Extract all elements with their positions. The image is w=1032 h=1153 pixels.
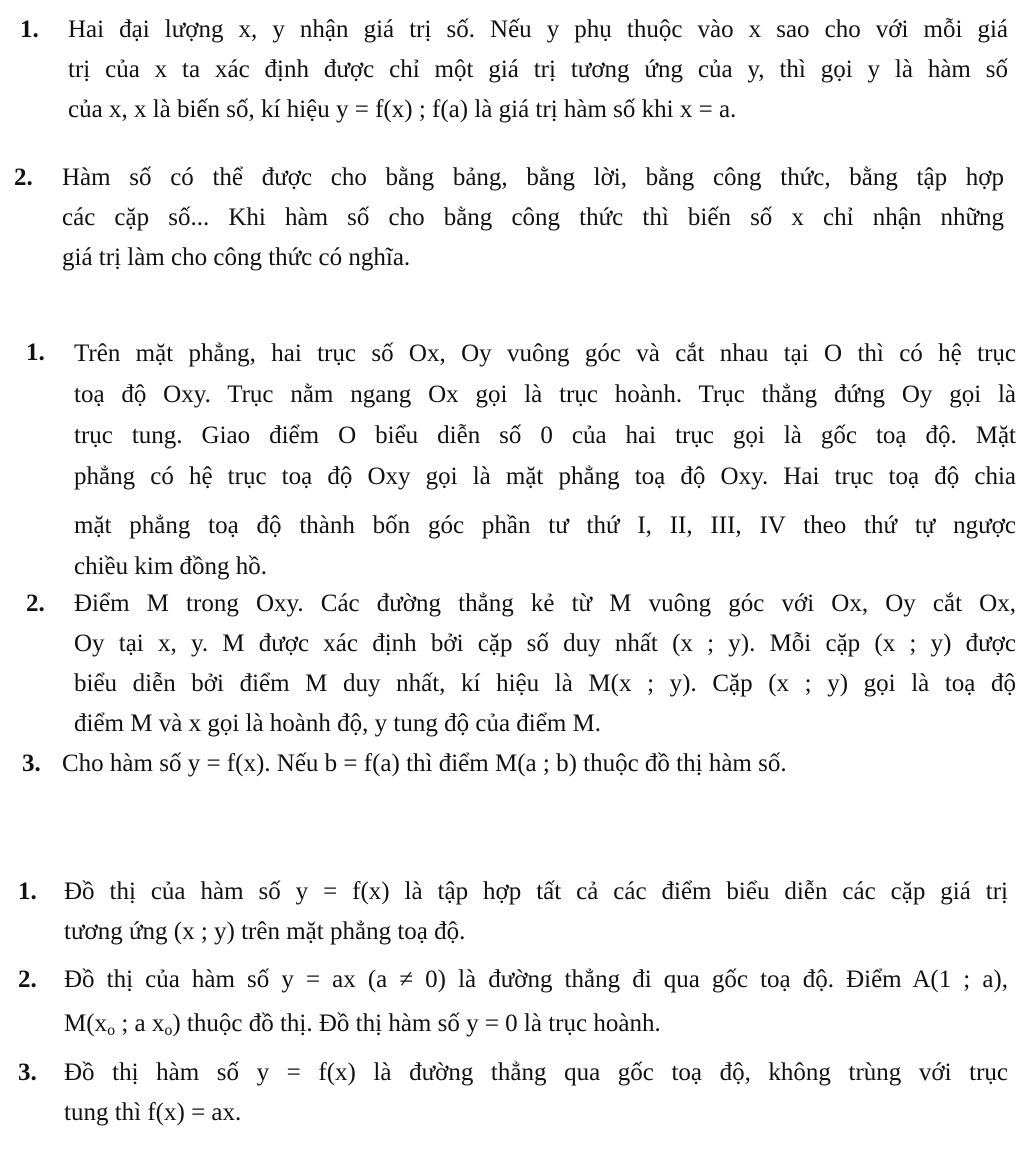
text-line: điểm M và x gọi là hoành độ, y tung độ của điểm M.	[74, 710, 602, 737]
text-line: mặt phẳng toạ độ thành bốn góc phần tư thứ I, II, III, IV theo thứ tự ngược	[74, 512, 1016, 539]
text-line: Điểm M trong Oxy. Các đường thẳng kẻ từ M vuông góc với Ox, Oy cắt Ox,	[74, 590, 1016, 617]
text-line: của x, x là biến số, kí hiệu y = f(x) ; f(a) là giá trị hàm số khi x = a.	[68, 96, 737, 123]
subscript: o	[107, 1022, 116, 1039]
text-line: biểu diễn bởi điểm M duy nhất, kí hiệu là M(x ; y). Cặp (x ; y) gọi là toạ độ	[74, 670, 1016, 697]
paragraph-linear-graph	[64, 960, 1008, 1044]
text-line: trục tung. Giao điểm O biểu diễn số 0 của hai trục gọi là gốc toạ độ. Mặt	[74, 422, 1016, 449]
text-line: tung thì f(x) = ax.	[64, 1099, 242, 1126]
item-number: 3.	[18, 1059, 37, 1086]
paragraph-point-on-graph	[62, 744, 1004, 784]
text-line: Cho hàm số y = f(x). Nếu b = f(a) thì điểm M(a ; b) thuộc đồ thị hàm số.	[62, 750, 787, 777]
item-number: 1.	[26, 339, 45, 366]
item-number: 3.	[22, 750, 41, 777]
text-line: phẳng có hệ trục toạ độ Oxy gọi là mặt phẳng toạ độ Oxy. Hai trục toạ độ chia	[74, 463, 1016, 490]
text-fragment: M(x	[64, 1010, 108, 1037]
text-line: toạ độ Oxy. Trục nằm ngang Ox gọi là trục hoành. Trục thẳng đứng Oy gọi là	[74, 381, 1016, 408]
text-line: Trên mặt phẳng, hai trục số Ox, Oy vuông góc và cắt nhau tại O thì có hệ trục	[74, 340, 1016, 367]
text-line-with-subscripts	[64, 1004, 1008, 1044]
item-number: 1.	[18, 878, 37, 905]
subscript: o	[164, 1022, 173, 1039]
item-number: 2.	[26, 590, 45, 617]
text-line: Đồ thị của hàm số y = f(x) là tập hợp tất cả các điểm biểu diễn các cặp giá trị	[64, 878, 1008, 905]
item-number: 2.	[18, 966, 37, 993]
paragraph-point-coordinates	[74, 584, 1016, 744]
paragraph-graph-definition	[64, 872, 1008, 952]
paragraph-graph-through-origin	[64, 1053, 1008, 1133]
text-line: chiều kim đồng hồ.	[74, 553, 268, 580]
text-line: Đồ thị hàm số y = f(x) là đường thẳng qua gốc toạ độ, không trùng với trục	[64, 1059, 1008, 1086]
text-line: Đồ thị của hàm số y = ax (a ≠ 0) là đường thẳng đi qua gốc toạ độ. Điểm A(1 ; a),	[64, 966, 1008, 993]
text-line: Oy tại x, y. M được xác định bởi cặp số duy nhất (x ; y). Mỗi cặp (x ; y) được	[74, 630, 1016, 657]
text-line: Hai đại lượng x, y nhận giá trị số. Nếu y phụ thuộc vào x sao cho với mỗi giá	[68, 16, 1008, 43]
text-line: Hàm số có thể được cho bằng bảng, bằng lời, bằng công thức, bằng tập hợp	[62, 164, 1004, 191]
spacer	[74, 497, 1016, 505]
item-number: 2.	[14, 164, 33, 191]
text-fragment: ) thuộc đồ thị. Đồ thị hàm số y = 0 là trục hoành.	[172, 1010, 661, 1037]
text-line: trị của x ta xác định được chỉ một giá trị tương ứng của y, thì gọi y là hàm số	[68, 56, 1008, 83]
text-fragment: ; a x	[115, 1010, 165, 1037]
item-number: 1.	[20, 16, 39, 43]
paragraph-function-representation	[62, 158, 1004, 278]
paragraph-function-definition	[68, 10, 1008, 130]
paragraph-coordinate-system	[74, 333, 1016, 587]
text-line: tương ứng (x ; y) trên mặt phẳng toạ độ.	[64, 918, 466, 945]
text-line: giá trị làm cho công thức có nghĩa.	[62, 244, 411, 271]
text-line: các cặp số... Khi hàm số cho bằng công thức thì biến số x chỉ nhận những	[62, 204, 1004, 231]
